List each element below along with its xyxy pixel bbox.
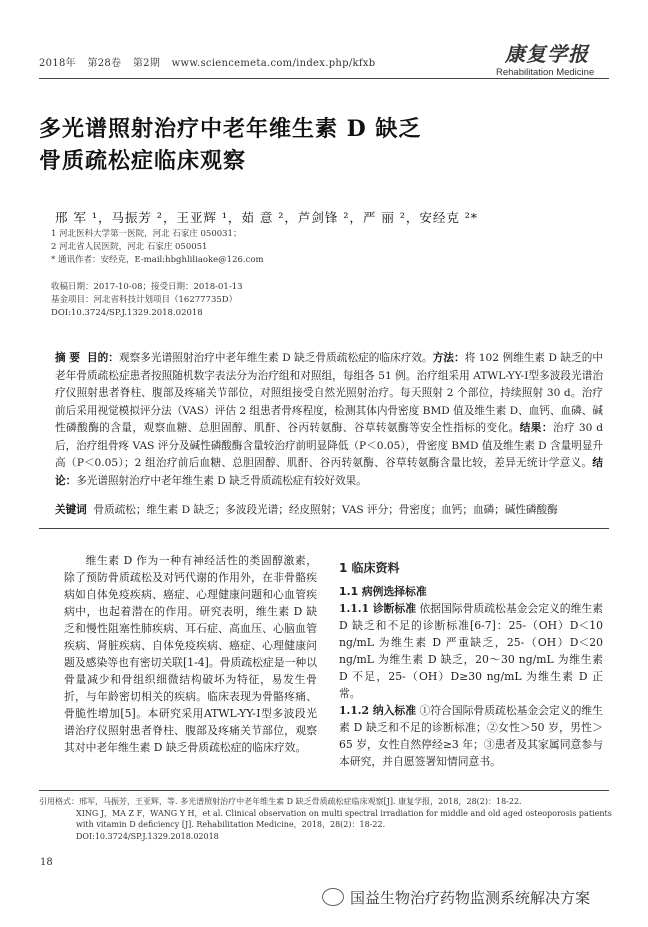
article-title-line2: 骨质疏松症临床观察: [39, 148, 247, 174]
header-url[interactable]: www.sciencemeta.com/index.php/kfxb: [171, 58, 376, 69]
result-label: 结果：: [519, 422, 553, 434]
article-title-line1: 多光谱照射治疗中老年维生素 D 缺乏: [39, 116, 422, 142]
section-1-1-heading: 1.1 病例选择标准: [339, 585, 427, 598]
method-label: 方法：: [432, 352, 465, 364]
conclusion-text: 多光谱照射治疗中老年维生素 D 缺乏骨质疏松症有较好效果。: [76, 474, 367, 487]
journal-logo: 康复学报: [505, 42, 589, 66]
introduction-paragraph: 维生素 D 作为一种有神经活性的类固醇激素，除了预防骨质疏松及对钙代谢的作用外，在非骨骼疾病如自体免疫疾病、癌症、心理健康问题和心血管疾病中，也起着潜在的作用。研究表明，维生素 D 缺乏和慢性阻塞性肺疾病、耳石症、高血压、心脑血管疾病、肾脏疾病、自体免疫疾病、癌症、心理健康问题及感染等也有密切关联[1-4]。骨质疏松症是一种以骨量减少和骨组织细微结构破坏为特征，易发生骨折，与年龄密切相关的疾病。临床表现为骨骼疼痛、骨脆性增加[5]。本研究采用ATWL-YY-Ⅰ型多波段光谱治疗仪照射患者脊柱、腹部及疼痛关节部位，观察其对中老年维生素 D 缺乏骨质疏松症的临床疗效。: [64, 554, 317, 754]
section-1-1-1-text: 依据国际骨质疏松基金会定义的维生素 D 缺乏和不足的诊断标准[6-7]：25-（OH）D＜10 ng/mL 为维生素 D 严重缺乏，25-（OH）D＜20 ng/mL 为维生素 D 缺乏，20～30 ng/mL 为维生素 D 不足，25-（OH）D≥30 ng/mL 为维生素 D 正常。: [339, 602, 603, 700]
abstract-rule: [39, 528, 609, 529]
keywords-text: 骨质疏松；维生素 D 缺乏；多波段光谱；经皮照射；VAS 评分；骨密度；血钙；血磷；碱性磷酸酶: [93, 504, 558, 516]
wechat-watermark: 国益生物治疗药物监测系统解决方案: [350, 889, 591, 907]
citation-en: XING J，MA Z F，WANG Y H，et al. Clinical observation on multi spectral irradiation for middle and old aged osteoporosis patients with vitamin D deficiency [J]. Rehabilitation Medicine，2018，28(2)：18-22.: [76, 808, 612, 829]
keywords-label: 关键词: [55, 504, 87, 516]
citation-cn: 引用格式：邢军，马振芳，王亚辉，等. 多光谱照射治疗中老年维生素 D 缺乏骨质疏松症临床观察[J]. 康复学报，2018，28(2)：18-22.: [39, 797, 522, 806]
abstract-label: 摘 要: [55, 352, 81, 364]
page-number: 18: [40, 857, 53, 868]
section-1-heading: 1 临床资料: [339, 561, 400, 575]
article-meta: [51, 281, 243, 320]
section-1-1-2: [339, 702, 603, 770]
section-1: [339, 560, 603, 770]
running-header: [39, 54, 384, 69]
corresponding-author: * 通讯作者：安经克，E-mail:hbghliliaoke@126.com: [51, 255, 264, 265]
journal-logo-english: Rehabilitation Medicine: [496, 67, 595, 78]
doi: DOI:10.3724/SP.J.1329.2018.02018: [51, 308, 203, 318]
section-1-1-1: [339, 600, 603, 702]
conclusion-label: 结论：: [55, 457, 603, 487]
method-text: 将 102 例维生素 D 缺乏的中老年骨质疏松症患者按照随机数字表法分为治疗组和对照组，每组各 51 例。治疗组采用 ATWL-YY-Ⅰ型多波段光谱治疗仪照射患者脊柱、腹部及疼痛关节部位，对照组接受自然光照射治疗。每天照射 2 个部位，持续照射 30 d。治疗前后采用视觉模拟评分法（VAS）评估 2 组患者骨疼程度，检测其体内骨密度 BMD 值及维生素 D、血钙、血磷、碱性磷酸酶的含量，观察血糖、总胆固醇、肌酐、谷丙转氨酶、谷草转氨酶等安全性指标的变化。: [55, 352, 604, 434]
header-rule: [39, 78, 609, 79]
received-date: 收稿日期：2017-10-08；接受日期：2018-01-13: [51, 282, 243, 292]
citation-doi: DOI:10.3724/SP.J.1329.2018.02018: [76, 831, 219, 841]
header-year: 2018年: [39, 58, 76, 69]
affiliation-2: 2 河北省人民医院，河北 石家庄 050051: [51, 242, 208, 252]
section-1-1-2-text: ①符合国际骨质疏松基金会定义的维生素 D 缺乏和不足的诊断标准；②女性＞50 岁，男性＞65 岁，女性自然停经≥3 年；③患者及其家属同意参与本研究，并自愿签署知情同意书。: [339, 704, 603, 768]
purpose-text: 观察多光谱照射治疗中老年维生素 D 缺乏骨质疏松症的临床疗效。: [118, 352, 433, 364]
result-text: 治疗 30 d 后，治疗组骨疼 VAS 评分及碱性磷酸酶含量较治疗前明显降低（P＜0.05），骨密度 BMD 值及维生素 D 含量明显升高（P＜0.05）；2 组治疗前后血糖、总胆固醇、肌酐、谷丙转氨酶、谷草转氨酶含量比较，差异无统计学意义。: [55, 422, 604, 469]
section-1-1-1-label: 1.1.1 诊断标准: [339, 602, 417, 615]
author-list: 邢 军 ¹，马振芳 ²，王亚辉 ¹，茹 意 ²，芦剑锋 ²，严 丽 ²，安经克 ²*: [55, 210, 479, 225]
purpose-label: 目的：: [86, 352, 119, 364]
keywords: [55, 502, 603, 520]
header-volume: 第28卷: [87, 58, 122, 69]
section-1-1-2-label: 1.1.2 纳入标准: [339, 704, 417, 717]
affiliations: [51, 228, 264, 267]
wechat-icon: [322, 888, 344, 906]
abstract: [55, 350, 603, 490]
header-issue: 第2期: [132, 58, 161, 69]
affiliation-1: 1 河北医科大学第一医院，河北 石家庄 050031；: [51, 229, 242, 239]
fund-project: 基金项目：河北省科技计划项目（16277735D）: [51, 295, 238, 305]
citation-block: [39, 796, 614, 842]
citation-rule: [39, 790, 609, 791]
